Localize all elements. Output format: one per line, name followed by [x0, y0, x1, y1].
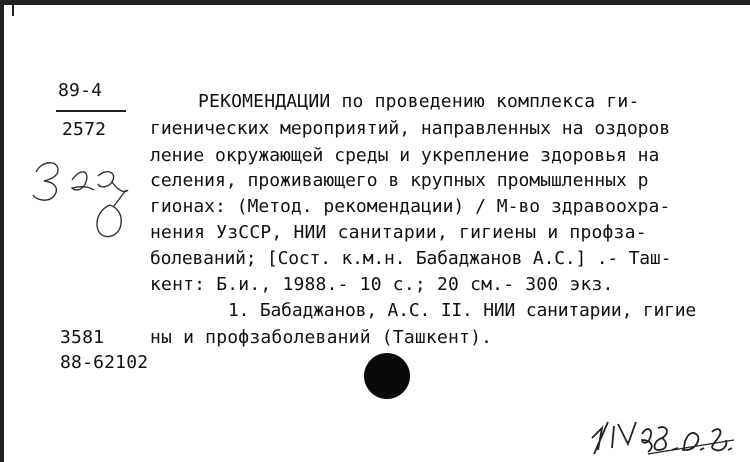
body-line: гионах: (Метод. рекомендации) / М-во здравоохра-: [150, 196, 671, 217]
card-left-edge: [0, 0, 4, 462]
card-number: 88-62102: [60, 352, 149, 373]
body-line: болеваний; [Сост. к.м.н. Бабаджанов А.С.] .- Таш-: [150, 248, 672, 269]
shelf-mark-bottom: 2572: [62, 119, 107, 140]
shelf-mark-divider: [56, 110, 126, 112]
body-line: ны и профзаболеваний (Ташкент).: [150, 327, 493, 348]
shelf-mark-top: 89-4: [58, 80, 103, 101]
body-line: 1. Бабаджанов, А.С. II. НИИ санитарии, гигие: [228, 300, 697, 321]
card-punch-hole: [364, 353, 410, 399]
body-line: ление окружающей среды и укрепление здоровья на: [150, 145, 660, 166]
body-line: РЕКОМЕНДАЦИИ по проведению комплекса ги-: [198, 91, 640, 112]
handwritten-date-note: [588, 410, 738, 456]
accession-number: 3581: [60, 327, 105, 348]
body-line: селения, проживающего в крупных промышленных р: [150, 170, 649, 191]
body-line: нения УзССР, НИИ санитарии, гигиены и профза-: [150, 222, 647, 243]
body-line: кент: Б.и., 1988.- 10 с.; 20 см.- 300 экз.: [150, 274, 614, 295]
handwritten-copies-note: [28, 150, 148, 245]
card-top-edge: [0, 0, 750, 5]
card-notch: [12, 0, 14, 16]
body-line: гиенических мероприятий, направленных на оздоров: [150, 118, 671, 139]
